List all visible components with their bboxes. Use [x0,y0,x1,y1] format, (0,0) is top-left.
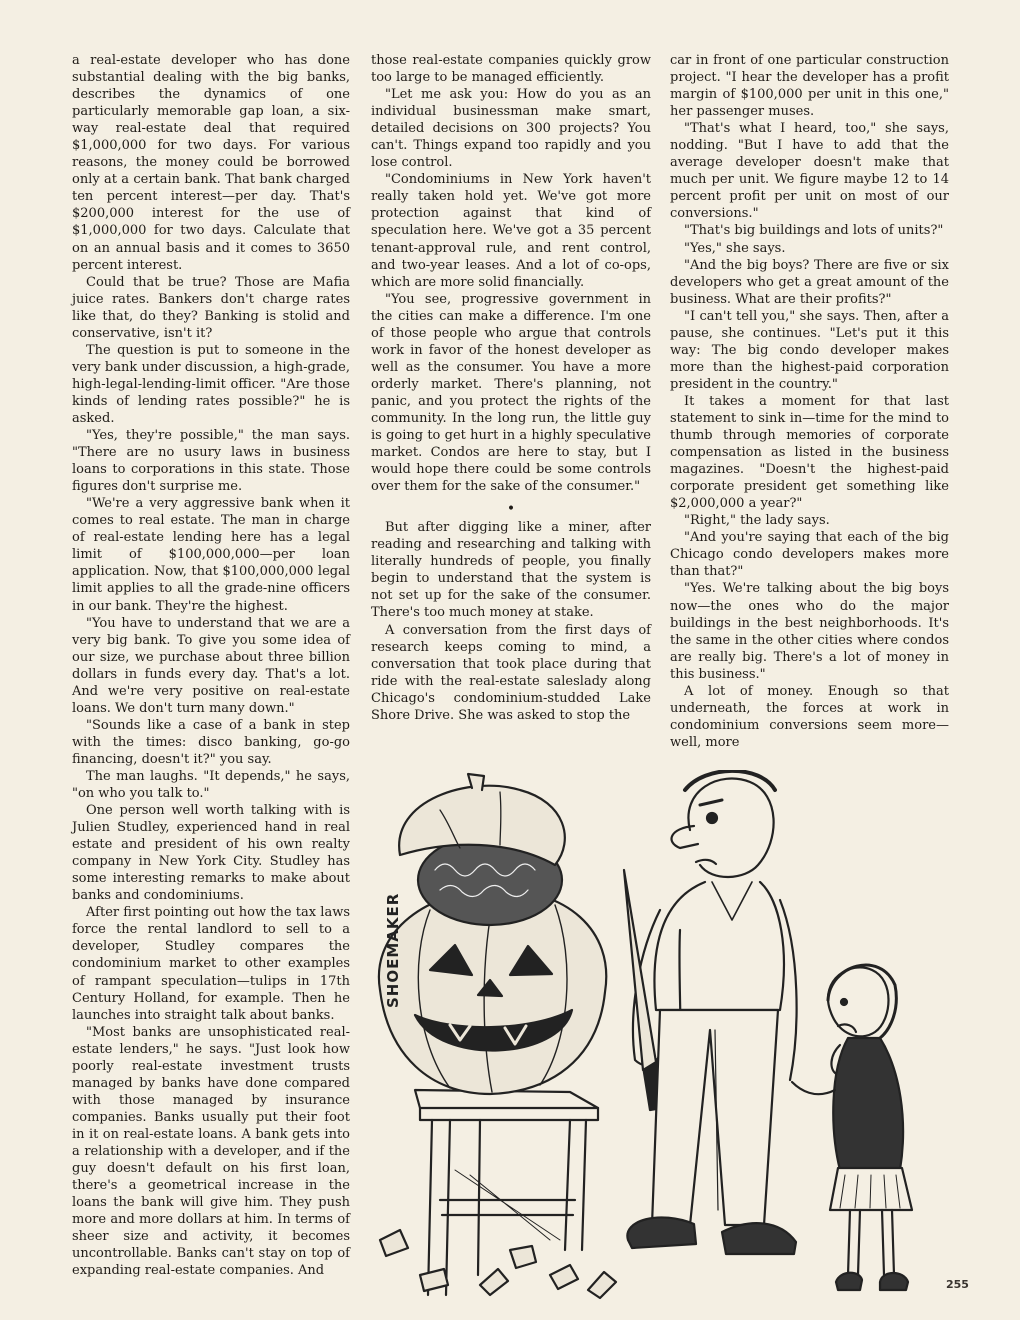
paragraph: "I can't tell you," she says. Then, after a pause, she continues. "Let's put it this way: The big condo developer makes more than the highest-paid corporation president in the country." [670,308,949,392]
paragraph: a real-estate developer who has done substantial dealing with the big banks, describes the dynamics of one particularly memorable gap loan, a six-way real-estate deal that required $1,000,000 for two days. For various reasons, the money could be borrowed only at a certain bank. That bank charged ten percent interest—per day. That's $200,000 interest for the use of $1,000,000 for two days. Calculate that on an annual basis and it comes to 3650 percent interest. [72,53,350,273]
page-number: 255 [946,1278,969,1291]
paragraph: But after digging like a miner, after reading and researching and talking with literally hundreds of people, you finally begin to understand that the system is not set up for the sake of the consumer. There's too much money at stake. [371,520,651,621]
paragraph: "Sounds like a case of a bank in step with the times: disco banking, go-go financing, doesn't it?" you say. [72,717,350,767]
jack-o-lantern-drawing [379,774,606,1094]
paragraph: One person well worth talking with is Julien Studley, experienced hand in real estate and president of his own realty company in New York City. Studley has some interesting remarks to make about banks and condominiums. [72,803,350,904]
paragraph: After first pointing out how the tax laws force the rental landlord to sell to a developer, Studley compares the condominium market to other examples of rampant speculation—tulips in 17th Century Holland, for example. Then he launches into straight talk about banks. [72,905,350,1023]
paragraph: car in front of one particular construction project. "I hear the developer has a profit margin of $100,000 per unit in this one," her passenger muses. [670,53,949,120]
cartoon-illustration [360,770,960,1315]
paragraph: those real-estate companies quickly grow too large to be managed efficiently. [371,53,651,86]
artist-signature: SHOEMAKER [384,892,402,1008]
cut-pieces-drawing [380,1230,616,1298]
paragraph: "That's what I heard, too," she says, nodding. "But I have to add that the average developer doesn't make that much per unit. We figure maybe 12 to 14 percent profit per unit on most of our conversions." [670,121,949,222]
paragraph: "Right," the lady says. [684,513,830,529]
article-column-1 [72,52,350,1279]
paragraph: "You have to understand that we are a very big bank. To give you some idea of our size, we purchase about three billion dollars in funds every day. That's a lot. And we're very positive on real-estate loans. We don't turn many down." [72,615,350,716]
paragraph: A lot of money. Enough so that underneath, the forces at work in condominium conversions seem more—well, more [670,683,949,750]
paragraph: "And the big boys? There are five or six developers who get a great amount of the business. What are their profits?" [670,257,949,307]
paragraph: It takes a moment for that last statement to sink in—time for the mind to thumb through memories of corporate compensation as listed in the business magazines. "Doesn't the highest-paid corporate president get something like $2,000,000 a year?" [670,393,949,512]
paragraph: "Most banks are unsophisticated real-estate lenders," he says. "Just look how poorly real-estate investment trusts managed by banks have done compared with those managed by insurance companies. Banks usually put their foot in it on real-estate loans. A bank gets into a relationship with a developer, and if the guy doesn't default on his first loan, there's a geometrical increase in the loans the bank will give him. They push more and more dollars at him. In terms of sheer size and activity, it becomes uncontrollable. Banks can't stay on top of expanding real-estate companies. And [72,1024,350,1279]
paragraph: "Yes. We're talking about the big boys now—the ones who do the major buildings in the best neighborhoods. It's the same in the other cities where condos are really big. There's a lot of money in this business." [670,581,949,682]
section-separator: • [506,501,516,518]
paragraph: "We're a very aggressive bank when it comes to real estate. The man in charge of real-estate lending here has a legal limit of $100,000,000—per loan application. Now, that $100,000,000 legal limit applies to all the grade-nine officers in our bank. They're the highest. [72,496,350,614]
man-drawing [624,771,797,1254]
article-column-3 [670,52,949,751]
paragraph: "Yes," she says. [684,240,786,256]
paragraph: The man laughs. "It depends," he says, "on who you talk to." [72,768,350,802]
article-column-2 [371,52,651,724]
paragraph: "Let me ask you: How do you as an individual businessman make smart, detailed decisions on 300 projects? You can't. Things expand too rapidly and you lose control. [371,87,651,171]
paragraph: "Condominiums in New York haven't really taken hold yet. We've got more protection against that kind of speculation here. We've got a 35 percent tenant-approval rule, and rent control, and two-year leases. And a lot of co-ops, which are more solid financially. [371,172,651,290]
paragraph: "You see, progressive government in the cities can make a difference. I'm one of those people who argue that controls work in favor of the honest developer as well as the consumer. You have a more orderly market. There's planning, not panic, and you protect the rights of the community. In the long run, the little guy is going to get hurt in a highly speculative market. Condos are here to stay, but I would hope there could be some controls over them for the sake of the consumer." [371,291,651,495]
paragraph: Could that be true? Those are Mafia juice rates. Bankers don't charge rates like that, do they? Banking is stolid and conservative, isn't it? [72,274,350,341]
paragraph: The question is put to someone in the very bank under discussion, a high-grade, high-legal-lending-limit officer. "Are those kinds of lending rates possible?" he is asked. [72,342,350,426]
paragraph: "And you're saying that each of the big Chicago condo developers makes more than that?" [670,530,949,580]
paragraph: "That's big buildings and lots of units?" [684,223,944,239]
paragraph: "Yes, they're possible," the man says. "There are no usury laws in business loans to corporations in this state. Those figures don't surprise me. [72,428,350,495]
child-drawing [792,965,912,1290]
paragraph: A conversation from the first days of research keeps coming to mind, a conversation that took place during that ride with the real-estate saleslady along Chicago's condominium-studded Lake Shore Drive. She was asked to stop the [371,622,651,723]
